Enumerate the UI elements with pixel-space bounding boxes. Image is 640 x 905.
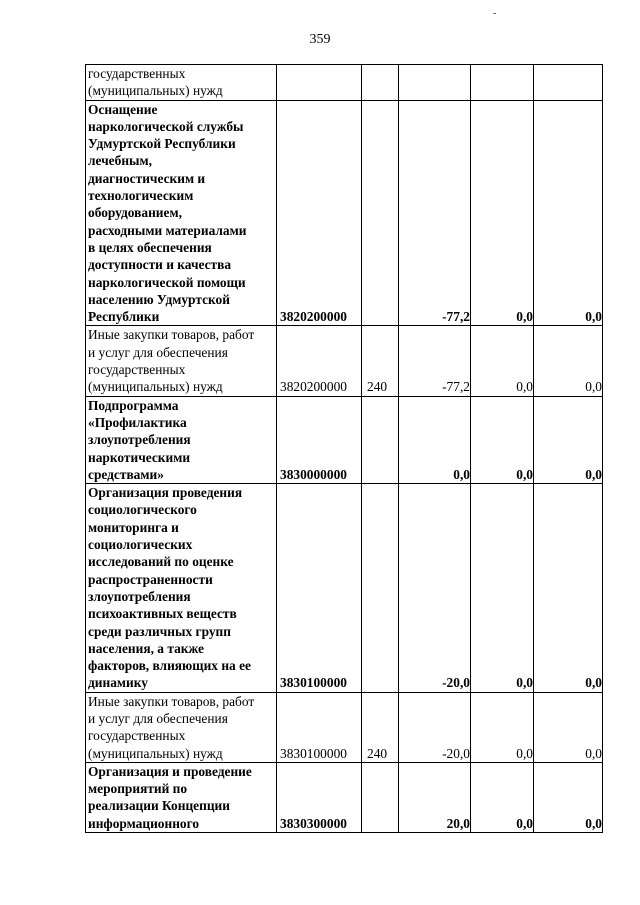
item-name	[86, 762, 277, 832]
item-name-text: Подпрограмма «Профилактика злоупотребления наркотическими средствами»	[88, 397, 191, 482]
budget-table	[85, 64, 603, 833]
amount-year-3	[534, 762, 603, 832]
amount-year-2	[471, 65, 534, 101]
amount-year-2-text: 0,0	[516, 309, 533, 325]
amount-year-3-text: 0,0	[585, 675, 602, 691]
expense-type-code	[362, 65, 399, 101]
scan-mark: -	[493, 8, 497, 19]
target-code	[277, 692, 362, 762]
table-row	[86, 692, 603, 762]
target-code-text: 3830100000	[280, 745, 347, 761]
target-code-text: 3830100000	[280, 675, 347, 691]
expense-type-code-text: 240	[367, 379, 388, 395]
target-code	[277, 326, 362, 396]
item-name-text: государственных (муниципальных) нужд	[88, 66, 223, 99]
item-name	[86, 396, 277, 483]
amount-year-2-text: 0,0	[516, 815, 533, 831]
amount-year-1-text: -20,0	[442, 745, 470, 761]
amount-year-2	[471, 692, 534, 762]
amount-year-3	[534, 100, 603, 326]
amount-year-1-text: -77,2	[442, 379, 470, 395]
target-code	[277, 65, 362, 101]
table-row	[86, 65, 603, 101]
amount-year-2-text: 0,0	[516, 379, 533, 395]
expense-type-code	[362, 762, 399, 832]
item-name	[86, 692, 277, 762]
target-code-text: 3820200000	[280, 309, 347, 325]
amount-year-1	[399, 762, 471, 832]
amount-year-2	[471, 100, 534, 326]
table-row	[86, 762, 603, 832]
expense-type-code	[362, 396, 399, 483]
target-code-text: 3830000000	[280, 466, 347, 482]
target-code	[277, 762, 362, 832]
amount-year-1	[399, 692, 471, 762]
amount-year-2	[471, 396, 534, 483]
amount-year-3-text: 0,0	[585, 745, 602, 761]
amount-year-1	[399, 326, 471, 396]
expense-type-code-text: 240	[367, 745, 388, 761]
item-name	[86, 326, 277, 396]
expense-type-code	[362, 484, 399, 693]
target-code	[277, 100, 362, 326]
amount-year-2	[471, 326, 534, 396]
item-name-text: Оснащение наркологической службы Удмуртской Республики лечебным, диагностическим и технологическим оборудованием, расходными материалами в целях обеспечения доступности и качества наркологической помощи населению Удмуртской Республики	[88, 101, 247, 325]
target-code-text: 3820200000	[280, 379, 347, 395]
amount-year-3-text: 0,0	[585, 309, 602, 325]
amount-year-3	[534, 484, 603, 693]
amount-year-3	[534, 326, 603, 396]
item-name-text: Иные закупки товаров, работ и услуг для обеспечения государственных (муниципальных) нужд	[88, 327, 255, 395]
target-code	[277, 484, 362, 693]
amount-year-2-text: 0,0	[516, 675, 533, 691]
table-row	[86, 396, 603, 483]
amount-year-1	[399, 484, 471, 693]
item-name	[86, 484, 277, 693]
amount-year-3-text: 0,0	[585, 379, 602, 395]
amount-year-1-text: 20,0	[446, 815, 470, 831]
target-code	[277, 396, 362, 483]
amount-year-2-text: 0,0	[516, 466, 533, 482]
amount-year-3	[534, 65, 603, 101]
amount-year-2-text: 0,0	[516, 745, 533, 761]
expense-type-code	[362, 692, 399, 762]
budget-table-body	[86, 65, 603, 833]
amount-year-1-text: 0,0	[453, 466, 470, 482]
target-code-text: 3830300000	[280, 815, 347, 831]
amount-year-1	[399, 100, 471, 326]
amount-year-1	[399, 65, 471, 101]
item-name	[86, 65, 277, 101]
item-name-text: Иные закупки товаров, работ и услуг для обеспечения государственных (муниципальных) нужд	[88, 693, 255, 761]
amount-year-3-text: 0,0	[585, 466, 602, 482]
expense-type-code	[362, 326, 399, 396]
table-row	[86, 326, 603, 396]
item-name	[86, 100, 277, 326]
amount-year-3	[534, 396, 603, 483]
amount-year-1-text: -77,2	[442, 309, 470, 325]
item-name-text: Организация проведения социологического мониторинга и социологических исследований по оценке распространенности злоупотребления психоактивных веществ среди различных групп населения, а также факторов, влияющих на ее динамику	[88, 485, 251, 691]
amount-year-2	[471, 762, 534, 832]
table-row	[86, 100, 603, 326]
table-row	[86, 484, 603, 693]
amount-year-1-text: -20,0	[442, 675, 470, 691]
amount-year-2	[471, 484, 534, 693]
amount-year-1	[399, 396, 471, 483]
page-number: 359	[309, 32, 331, 47]
expense-type-code	[362, 100, 399, 326]
amount-year-3-text: 0,0	[585, 815, 602, 831]
amount-year-3	[534, 692, 603, 762]
item-name-text: Организация и проведение мероприятий по реализации Концепции информационного	[88, 763, 252, 831]
